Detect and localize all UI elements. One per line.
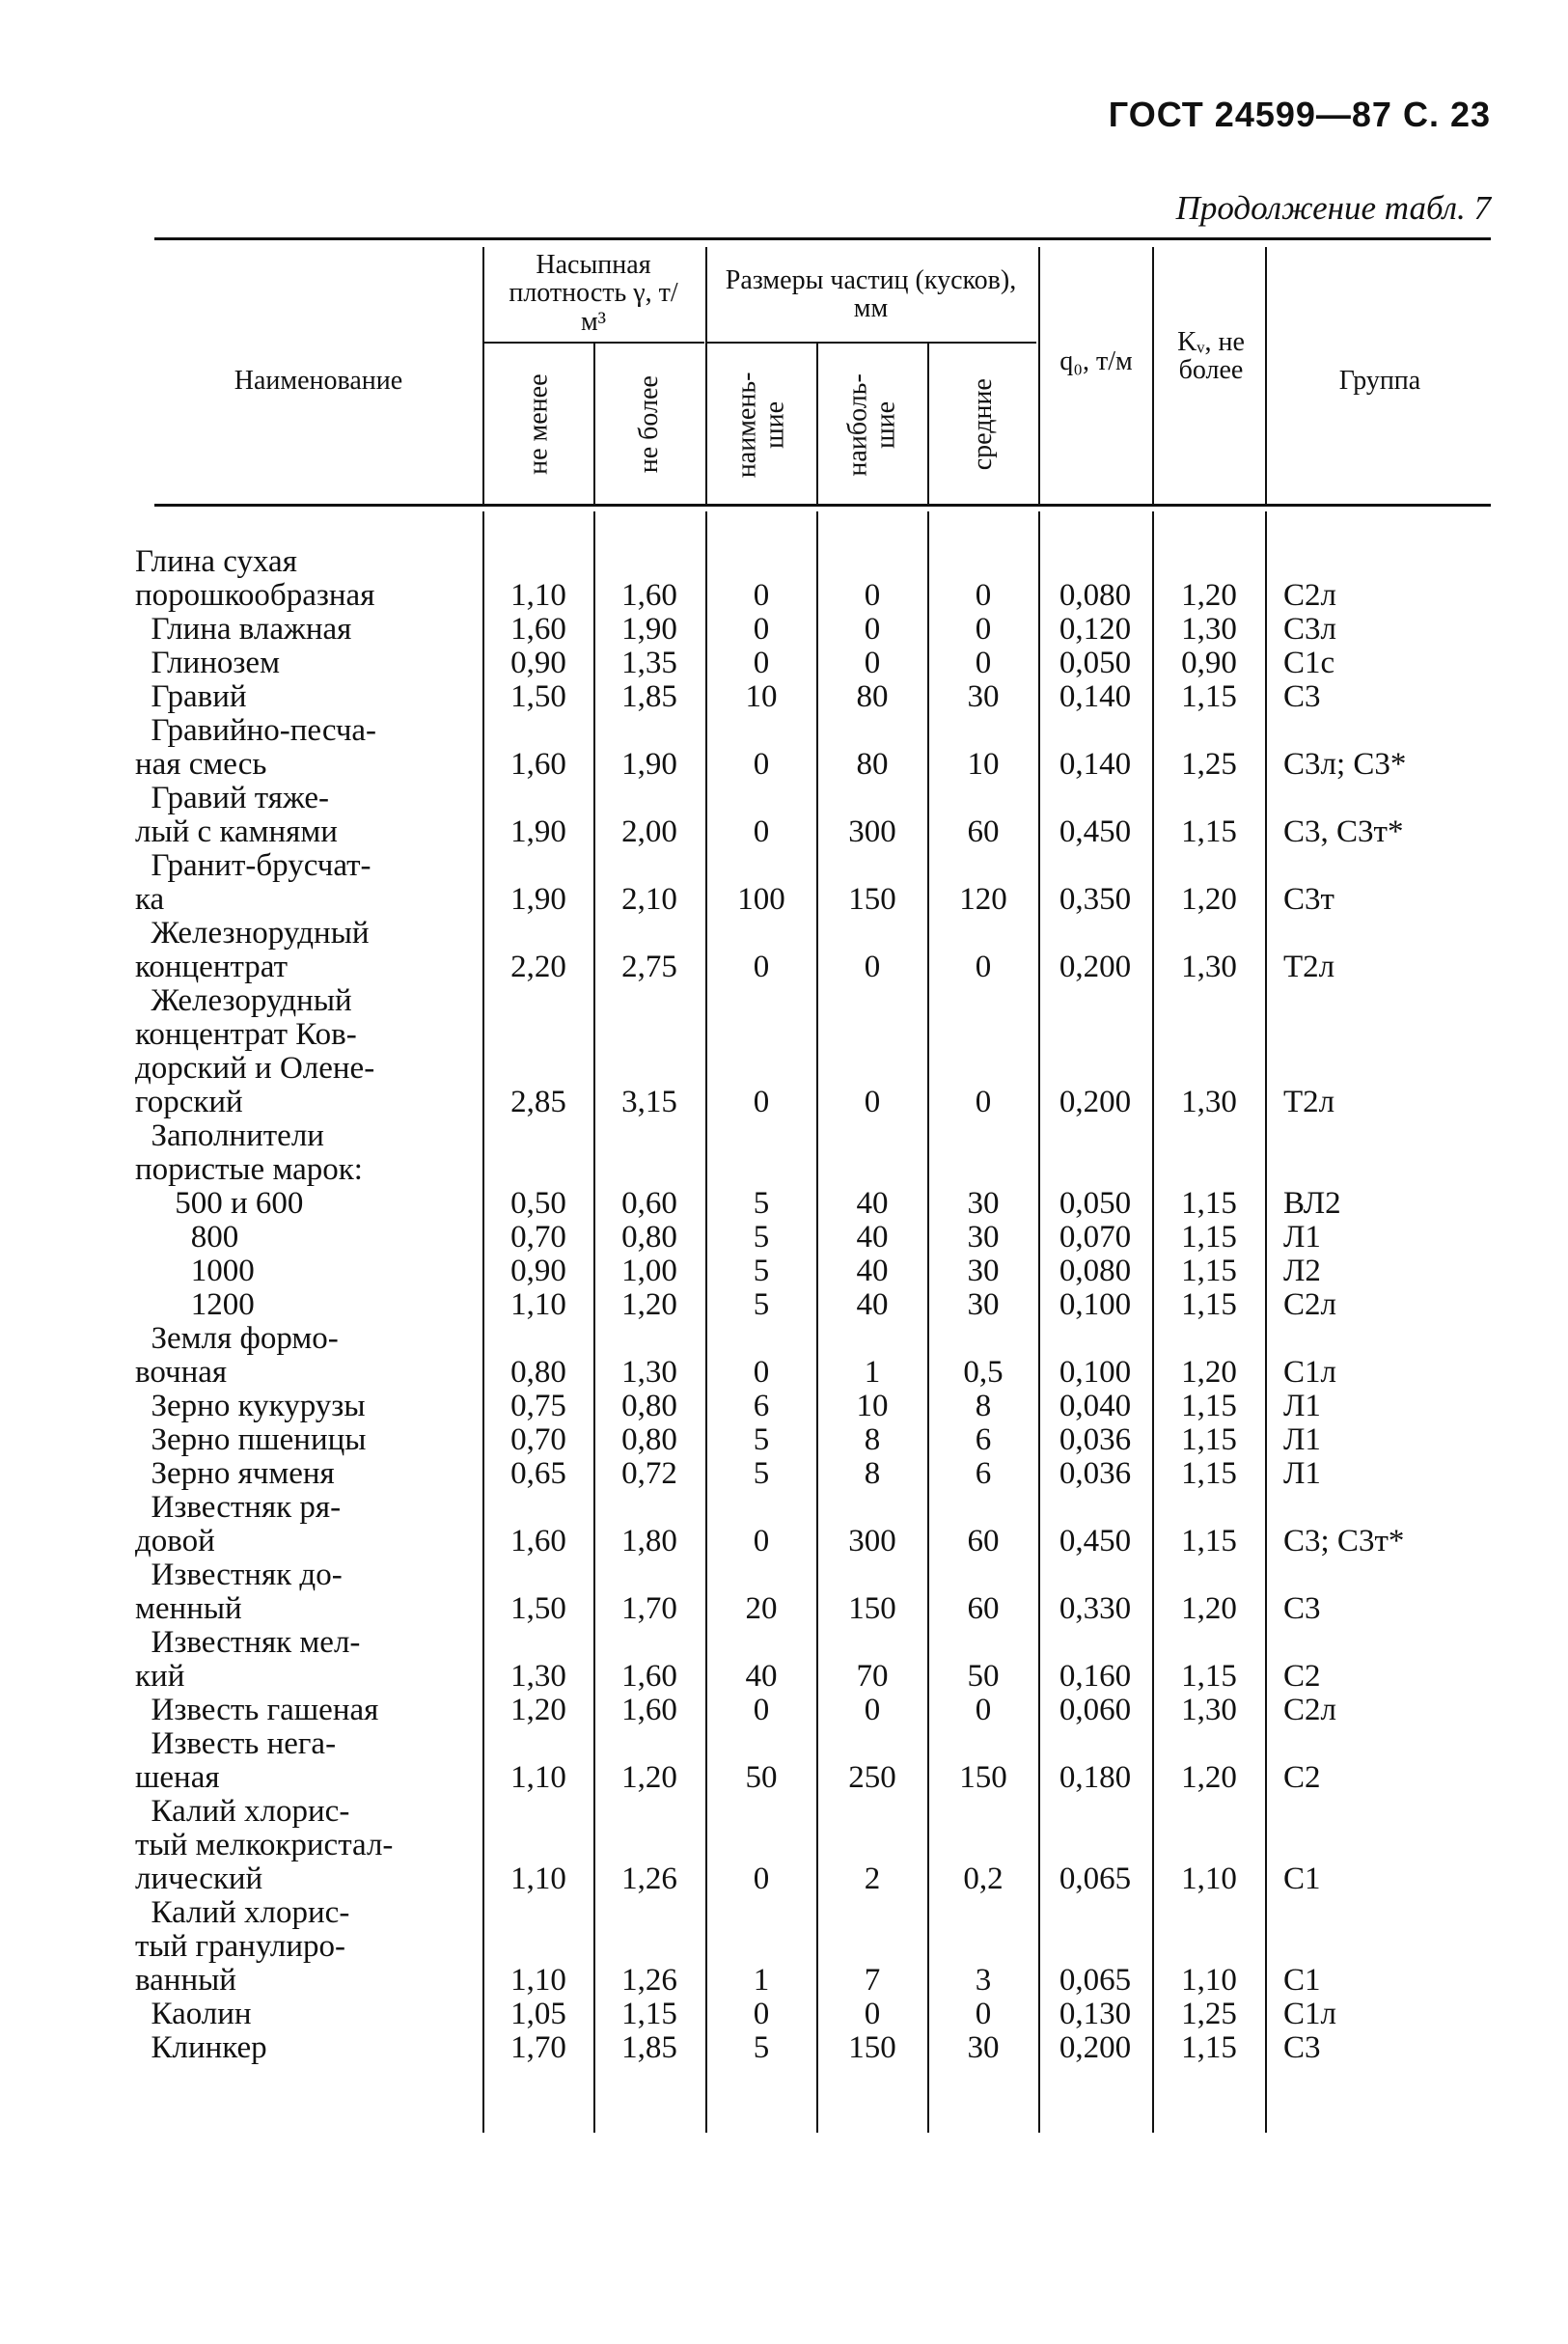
cell-kv: 1,15 <box>1181 679 1237 714</box>
cell-min: 1,90 <box>510 814 566 849</box>
cell-q0: 0,180 <box>1059 1760 1132 1795</box>
cell-max: 0,72 <box>621 1456 677 1491</box>
cell-average: 6 <box>975 1456 992 1491</box>
table-row <box>0 680 1568 714</box>
cell-min: 0,70 <box>510 1422 566 1457</box>
table-row <box>0 1255 1568 1288</box>
cell-largest: 7 <box>864 1963 881 1998</box>
table-row <box>0 545 1568 613</box>
cell-kv: 1,15 <box>1181 1524 1237 1558</box>
cell-max: 1,60 <box>621 1693 677 1727</box>
table-row <box>0 1390 1568 1423</box>
cell-min: 0,90 <box>510 1254 566 1288</box>
cell-largest: 40 <box>856 1287 889 1322</box>
table-row <box>0 1322 1568 1390</box>
header-vrule <box>1038 247 1040 504</box>
cell-kv: 1,30 <box>1181 1085 1237 1119</box>
cell-average: 30 <box>967 1220 1000 1255</box>
cell-largest: 300 <box>848 1524 896 1558</box>
continuation-label: Продолжение табл. 7 <box>1175 189 1491 227</box>
cell-largest: 0 <box>864 612 881 647</box>
row-name: Зерно кукурузы <box>135 1389 366 1423</box>
cell-q0: 0,070 <box>1059 1220 1132 1255</box>
cell-largest: 150 <box>848 882 896 917</box>
cell-q0: 0,160 <box>1059 1659 1132 1694</box>
cell-largest: 80 <box>856 747 889 782</box>
cell-smallest: 0 <box>753 1524 770 1558</box>
cell-largest: 40 <box>856 1220 889 1255</box>
cell-largest: 0 <box>864 578 881 613</box>
cell-max: 1,80 <box>621 1524 677 1558</box>
cell-largest: 40 <box>856 1186 889 1221</box>
table-top-rule <box>154 237 1491 240</box>
cell-q0: 0,065 <box>1059 1963 1132 1998</box>
cell-largest: 0 <box>864 1997 881 2031</box>
cell-group: С1л <box>1283 1997 1336 2031</box>
cell-max: 2,75 <box>621 950 677 984</box>
cell-group: С1с <box>1283 646 1335 680</box>
header-smallest: наимень- шие <box>731 372 790 478</box>
cell-average: 30 <box>967 1287 1000 1322</box>
table-row <box>0 1491 1568 1558</box>
cell-max: 0,60 <box>621 1186 677 1221</box>
cell-max: 0,80 <box>621 1422 677 1457</box>
cell-largest: 0 <box>864 1085 881 1119</box>
cell-q0: 0,050 <box>1059 1186 1132 1221</box>
cell-average: 60 <box>967 814 1000 849</box>
cell-min: 1,30 <box>510 1659 566 1694</box>
cell-smallest: 5 <box>753 2030 770 2065</box>
cell-group: С2л <box>1283 1287 1336 1322</box>
row-name: Зерно пшеницы <box>135 1422 367 1457</box>
cell-group: Л1 <box>1283 1456 1321 1491</box>
cell-q0: 0,450 <box>1059 814 1132 849</box>
cell-group: Л1 <box>1283 1389 1321 1423</box>
cell-min: 1,05 <box>510 1997 566 2031</box>
cell-average: 60 <box>967 1524 1000 1558</box>
cell-smallest: 0 <box>753 1997 770 2031</box>
row-name: 1000 <box>135 1254 255 1288</box>
table-row <box>0 1896 1568 1998</box>
cell-average: 10 <box>967 747 1000 782</box>
table-row <box>0 1423 1568 1457</box>
cell-min: 1,10 <box>510 1287 566 1322</box>
cell-kv: 1,10 <box>1181 1861 1237 1896</box>
cell-max: 1,70 <box>621 1591 677 1626</box>
cell-max: 1,90 <box>621 747 677 782</box>
cell-min: 1,10 <box>510 578 566 613</box>
cell-largest: 70 <box>856 1659 889 1694</box>
header-average: средние <box>968 378 999 471</box>
table-row <box>0 613 1568 647</box>
cell-smallest: 0 <box>753 578 770 613</box>
cell-largest: 1 <box>864 1355 881 1390</box>
header-name: Наименование <box>234 366 403 396</box>
cell-q0: 0,060 <box>1059 1693 1132 1727</box>
row-name: Земля формо- вочная <box>135 1321 339 1390</box>
cell-max: 1,85 <box>621 679 677 714</box>
cell-max: 1,60 <box>621 578 677 613</box>
cell-smallest: 0 <box>753 1861 770 1896</box>
row-name: Глинозем <box>135 646 280 680</box>
cell-average: 150 <box>959 1760 1007 1795</box>
header-bulk-density: Насыпная плотность γ, т/м³ <box>509 250 678 337</box>
cell-smallest: 6 <box>753 1389 770 1423</box>
cell-smallest: 0 <box>753 646 770 680</box>
cell-group: С2 <box>1283 1659 1321 1694</box>
cell-min: 1,60 <box>510 1524 566 1558</box>
table-row <box>0 2031 1568 2065</box>
cell-kv: 1,15 <box>1181 1287 1237 1322</box>
cell-average: 0 <box>975 578 992 613</box>
cell-min: 0,70 <box>510 1220 566 1255</box>
header-max: не более <box>634 375 665 474</box>
cell-smallest: 1 <box>753 1963 770 1998</box>
table-row <box>0 1694 1568 1727</box>
cell-smallest: 0 <box>753 747 770 782</box>
row-name: Калий хлорис- тый мелкокристал- лический <box>135 1794 394 1896</box>
row-name: Гравий <box>135 679 247 714</box>
cell-smallest: 0 <box>753 814 770 849</box>
cell-max: 1,35 <box>621 646 677 680</box>
cell-largest: 300 <box>848 814 896 849</box>
cell-max: 2,10 <box>621 882 677 917</box>
cell-min: 1,60 <box>510 747 566 782</box>
cell-smallest: 5 <box>753 1422 770 1457</box>
cell-kv: 1,15 <box>1181 1254 1237 1288</box>
cell-average: 120 <box>959 882 1007 917</box>
page-header: ГОСТ 24599—87 С. 23 <box>1108 95 1491 134</box>
cell-largest: 8 <box>864 1456 881 1491</box>
cell-max: 1,26 <box>621 1963 677 1998</box>
cell-average: 30 <box>967 1254 1000 1288</box>
row-name: Заполнители пористые марок: 500 и 600 <box>135 1118 363 1221</box>
cell-group: С1 <box>1283 1861 1321 1896</box>
cell-kv: 1,25 <box>1181 1997 1237 2031</box>
cell-max: 1,15 <box>621 1997 677 2031</box>
cell-min: 1,10 <box>510 1963 566 1998</box>
cell-smallest: 50 <box>745 1760 778 1795</box>
row-name: Железнорудный концентрат <box>135 916 370 984</box>
cell-largest: 10 <box>856 1389 889 1423</box>
cell-q0: 0,036 <box>1059 1422 1132 1457</box>
cell-average: 3 <box>975 1963 992 1998</box>
header-group: Группа <box>1338 366 1421 396</box>
cell-average: 30 <box>967 2030 1000 2065</box>
row-name: Железорудный концентрат Ков- дорский и Олене- горский <box>135 983 375 1119</box>
header-q0: q₀, т/м <box>1059 346 1133 376</box>
cell-max: 1,60 <box>621 1659 677 1694</box>
header-largest: наиболь- шие <box>842 372 901 477</box>
cell-min: 2,20 <box>510 950 566 984</box>
cell-largest: 2 <box>864 1861 881 1896</box>
table-row <box>0 1119 1568 1221</box>
cell-largest: 150 <box>848 2030 896 2065</box>
cell-average: 0 <box>975 646 992 680</box>
cell-q0: 0,080 <box>1059 1254 1132 1288</box>
cell-group: Т2л <box>1283 950 1335 984</box>
table-row <box>0 849 1568 917</box>
cell-largest: 250 <box>848 1760 896 1795</box>
cell-kv: 1,15 <box>1181 1456 1237 1491</box>
cell-group: С3 <box>1283 1591 1321 1626</box>
table-row <box>0 917 1568 984</box>
table-row <box>0 1795 1568 1896</box>
cell-min: 1,10 <box>510 1760 566 1795</box>
row-name: Глина сухая порошкообразная <box>135 544 375 613</box>
cell-kv: 1,20 <box>1181 578 1237 613</box>
cell-kv: 1,20 <box>1181 882 1237 917</box>
cell-largest: 0 <box>864 1693 881 1727</box>
cell-average: 50 <box>967 1659 1000 1694</box>
cell-max: 1,26 <box>621 1861 677 1896</box>
row-name: 1200 <box>135 1287 255 1322</box>
cell-group: С3т <box>1283 882 1334 917</box>
cell-min: 1,50 <box>510 1591 566 1626</box>
cell-kv: 1,15 <box>1181 1186 1237 1221</box>
cell-group: С3л <box>1283 612 1336 647</box>
cell-kv: 1,15 <box>1181 1422 1237 1457</box>
cell-largest: 0 <box>864 646 881 680</box>
cell-q0: 0,036 <box>1059 1456 1132 1491</box>
cell-q0: 0,050 <box>1059 646 1132 680</box>
cell-max: 3,15 <box>621 1085 677 1119</box>
cell-group: Л1 <box>1283 1422 1321 1457</box>
cell-kv: 1,20 <box>1181 1355 1237 1390</box>
cell-largest: 150 <box>848 1591 896 1626</box>
row-name: Известняк ря- довой <box>135 1490 342 1558</box>
cell-max: 1,00 <box>621 1254 677 1288</box>
cell-kv: 1,20 <box>1181 1760 1237 1795</box>
cell-q0: 0,080 <box>1059 578 1132 613</box>
cell-max: 1,30 <box>621 1355 677 1390</box>
row-name: Клинкер <box>135 2030 267 2065</box>
cell-min: 0,65 <box>510 1456 566 1491</box>
header-vrule <box>1265 247 1267 504</box>
cell-smallest: 100 <box>737 882 785 917</box>
cell-min: 0,80 <box>510 1355 566 1390</box>
cell-max: 0,80 <box>621 1220 677 1255</box>
cell-q0: 0,100 <box>1059 1355 1132 1390</box>
table-row <box>0 782 1568 849</box>
cell-kv: 1,15 <box>1181 1220 1237 1255</box>
table-row <box>0 647 1568 680</box>
cell-q0: 0,200 <box>1059 950 1132 984</box>
cell-group: С3л; С3* <box>1283 747 1407 782</box>
cell-q0: 0,450 <box>1059 1524 1132 1558</box>
cell-group: С3 <box>1283 679 1321 714</box>
row-name: Калий хлорис- тый гранулиро- ванный <box>135 1895 350 1998</box>
cell-kv: 1,15 <box>1181 1389 1237 1423</box>
row-name: Каолин <box>135 1997 252 2031</box>
cell-min: 0,90 <box>510 646 566 680</box>
cell-kv: 1,30 <box>1181 1693 1237 1727</box>
cell-min: 1,20 <box>510 1693 566 1727</box>
cell-average: 0 <box>975 950 992 984</box>
cell-min: 0,75 <box>510 1389 566 1423</box>
row-name: Известняк мел- кий <box>135 1625 361 1694</box>
cell-q0: 0,350 <box>1059 882 1132 917</box>
cell-q0: 0,130 <box>1059 1997 1132 2031</box>
cell-kv: 1,15 <box>1181 1659 1237 1694</box>
table-row <box>0 1221 1568 1255</box>
row-name: Зерно ячменя <box>135 1456 335 1491</box>
cell-average: 60 <box>967 1591 1000 1626</box>
cell-kv: 1,15 <box>1181 814 1237 849</box>
cell-group: С2л <box>1283 578 1336 613</box>
cell-smallest: 0 <box>753 1085 770 1119</box>
cell-smallest: 5 <box>753 1456 770 1491</box>
cell-smallest: 5 <box>753 1287 770 1322</box>
cell-min: 1,90 <box>510 882 566 917</box>
cell-q0: 0,120 <box>1059 612 1132 647</box>
cell-group: С1 <box>1283 1963 1321 1998</box>
table-row <box>0 1998 1568 2031</box>
row-name: Известняк до- менный <box>135 1558 343 1626</box>
cell-average: 0 <box>975 1085 992 1119</box>
cell-min: 1,50 <box>510 679 566 714</box>
cell-smallest: 0 <box>753 950 770 984</box>
cell-kv: 1,30 <box>1181 950 1237 984</box>
cell-kv: 1,15 <box>1181 2030 1237 2065</box>
cell-group: Л1 <box>1283 1220 1321 1255</box>
row-name: 800 <box>135 1220 239 1255</box>
row-name: Гравийно-песча- ная смесь <box>135 713 377 782</box>
cell-max: 1,90 <box>621 612 677 647</box>
cell-group: Л2 <box>1283 1254 1321 1288</box>
cell-group: С2л <box>1283 1693 1336 1727</box>
cell-group: С3, С3т* <box>1283 814 1404 849</box>
cell-group: С3; С3т* <box>1283 1524 1405 1558</box>
cell-max: 1,20 <box>621 1760 677 1795</box>
cell-q0: 0,200 <box>1059 1085 1132 1119</box>
header-kv: Kᵥ, не более <box>1177 327 1245 386</box>
table-row <box>0 1288 1568 1322</box>
cell-average: 0,5 <box>963 1355 1004 1390</box>
header-bottom-rule <box>154 504 1491 507</box>
cell-group: ВЛ2 <box>1283 1186 1341 1221</box>
cell-q0: 0,100 <box>1059 1287 1132 1322</box>
cell-min: 2,85 <box>510 1085 566 1119</box>
table-row <box>0 1558 1568 1626</box>
cell-q0: 0,065 <box>1059 1861 1132 1896</box>
cell-kv: 1,25 <box>1181 747 1237 782</box>
cell-q0: 0,140 <box>1059 747 1132 782</box>
header-vrule <box>1152 247 1154 504</box>
table-row <box>0 714 1568 782</box>
cell-kv: 0,90 <box>1181 646 1237 680</box>
row-name: Гранит-брусчат- ка <box>135 848 371 917</box>
cell-smallest: 5 <box>753 1220 770 1255</box>
table-row <box>0 984 1568 1119</box>
cell-smallest: 0 <box>753 1693 770 1727</box>
cell-min: 1,60 <box>510 612 566 647</box>
row-name: Известь гашеная <box>135 1693 379 1727</box>
cell-group: С1л <box>1283 1355 1336 1390</box>
cell-average: 6 <box>975 1422 992 1457</box>
cell-q0: 0,330 <box>1059 1591 1132 1626</box>
cell-average: 8 <box>975 1389 992 1423</box>
cell-smallest: 20 <box>745 1591 778 1626</box>
cell-max: 1,20 <box>621 1287 677 1322</box>
row-name: Гравий тяже- лый с камнями <box>135 781 338 849</box>
cell-kv: 1,10 <box>1181 1963 1237 1998</box>
cell-average: 30 <box>967 679 1000 714</box>
cell-kv: 1,30 <box>1181 612 1237 647</box>
cell-largest: 0 <box>864 950 881 984</box>
cell-min: 1,10 <box>510 1861 566 1896</box>
row-name: Известь нега- шеная <box>135 1726 337 1795</box>
cell-smallest: 5 <box>753 1254 770 1288</box>
cell-average: 0 <box>975 1997 992 2031</box>
cell-kv: 1,20 <box>1181 1591 1237 1626</box>
cell-average: 30 <box>967 1186 1000 1221</box>
cell-smallest: 40 <box>745 1659 778 1694</box>
table-row <box>0 1457 1568 1491</box>
cell-min: 0,50 <box>510 1186 566 1221</box>
cell-largest: 40 <box>856 1254 889 1288</box>
cell-group: С3 <box>1283 2030 1321 2065</box>
row-name: Глина влажная <box>135 612 352 647</box>
cell-q0: 0,200 <box>1059 2030 1132 2065</box>
cell-average: 0 <box>975 612 992 647</box>
header-particle-sizes: Размеры частиц (кусков), мм <box>725 265 1017 324</box>
cell-max: 2,00 <box>621 814 677 849</box>
table-row <box>0 1626 1568 1694</box>
subheader-rule-sizes <box>706 342 1036 344</box>
cell-min: 1,70 <box>510 2030 566 2065</box>
cell-max: 1,85 <box>621 2030 677 2065</box>
cell-smallest: 10 <box>745 679 778 714</box>
cell-average: 0 <box>975 1693 992 1727</box>
cell-group: С2 <box>1283 1760 1321 1795</box>
cell-largest: 80 <box>856 679 889 714</box>
cell-q0: 0,140 <box>1059 679 1132 714</box>
header-min: не менее <box>523 373 554 476</box>
cell-largest: 8 <box>864 1422 881 1457</box>
cell-smallest: 0 <box>753 1355 770 1390</box>
cell-q0: 0,040 <box>1059 1389 1132 1423</box>
cell-smallest: 0 <box>753 612 770 647</box>
cell-group: Т2л <box>1283 1085 1335 1119</box>
cell-max: 0,80 <box>621 1389 677 1423</box>
cell-average: 0,2 <box>963 1861 1004 1896</box>
cell-smallest: 5 <box>753 1186 770 1221</box>
table-row <box>0 1727 1568 1795</box>
